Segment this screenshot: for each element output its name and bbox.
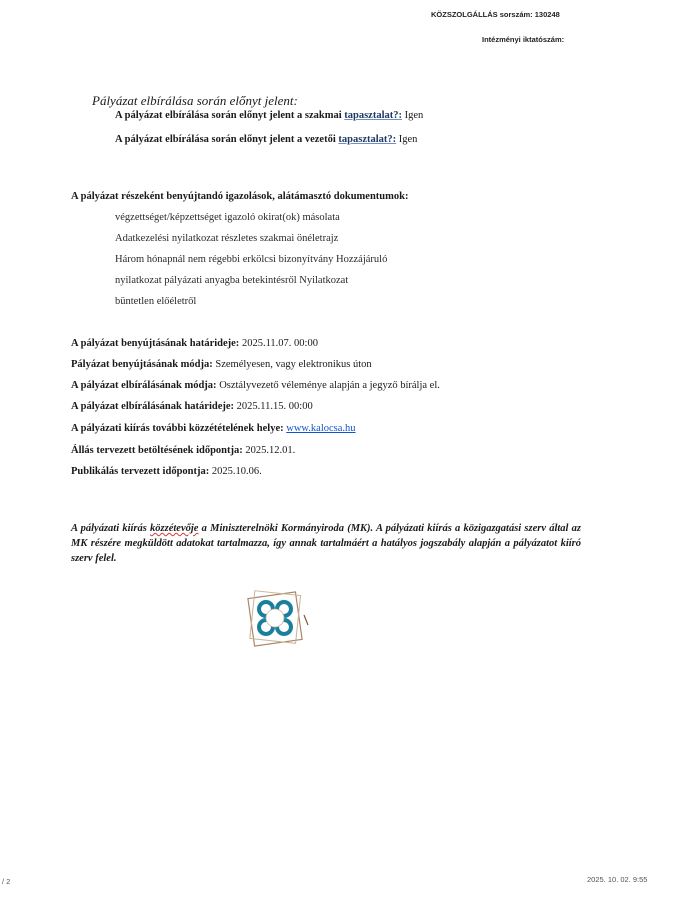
planned-fill-date-value: 2025.12.01.: [245, 445, 296, 456]
advantage-management-label: A pályázat elbírálása során előnyt jelent a vezetői: [115, 134, 336, 145]
evaluation-method: [71, 380, 440, 391]
document-item: büntetlen előéletről: [115, 296, 197, 307]
advantage-professional-value: Igen: [404, 110, 424, 121]
advantage-management-line: [115, 134, 417, 145]
document-item: végzettséget/képzettséget igazoló okirat(ok) másolata: [115, 212, 340, 223]
submission-method-label: Pályázat benyújtásának módja:: [71, 359, 213, 370]
advantage-professional-link[interactable]: tapasztalat?:: [344, 110, 402, 121]
disclaimer-part1: A pályázati kiírás: [71, 523, 151, 534]
planned-fill-date: [71, 445, 295, 456]
advantage-professional-label: A pályázat elbírálása során előnyt jelent a szakmai: [115, 110, 342, 121]
submission-deadline: [71, 338, 318, 349]
publication-place: [71, 423, 356, 434]
evaluation-method-label: A pályázat elbírálásának módja:: [71, 380, 217, 391]
submission-method-value: Személyesen, vagy elektronikus úton: [215, 359, 372, 370]
submission-deadline-value: 2025.11.07. 00:00: [241, 338, 318, 349]
advantage-management-link[interactable]: tapasztalat?:: [338, 134, 397, 145]
planned-publish-date-label: Publikálás tervezett időpontja:: [71, 466, 210, 477]
submission-deadline-label: A pályázat benyújtásának határideje:: [71, 338, 240, 349]
serial-number: KÖZSZOLGÁLLÁS sorszám: 130248: [431, 10, 560, 19]
advantage-management-value: Igen: [398, 134, 418, 145]
disclaimer-paragraph: [71, 521, 581, 566]
planned-fill-date-label: Állás tervezett betöltésének időpontja:: [71, 445, 243, 456]
advantage-professional-line: [115, 110, 423, 121]
planned-publish-date-value: 2025.10.06.: [211, 466, 262, 477]
evaluation-advantage-title: Pályázat elbírálása során előnyt jelent:: [92, 93, 298, 108]
submission-method: [71, 359, 372, 370]
documents-title: [71, 191, 408, 202]
evaluation-method-value: Osztályvezető véleménye alapján a jegyző bírálja el.: [219, 380, 440, 391]
planned-publish-date: [71, 466, 262, 477]
print-timestamp: 2025. 10. 02. 9:55: [587, 875, 648, 884]
document-item: Három hónapnál nem régebbi erkölcsi bizonyítvány Hozzájáruló: [115, 254, 388, 265]
publication-place-link[interactable]: www.kalocsa.hu: [286, 423, 356, 434]
emblem-logo: [246, 589, 310, 647]
disclaimer-spellcheck-word: közzétevője: [150, 523, 199, 534]
evaluation-deadline-label: A pályázat elbírálásának határideje:: [71, 401, 235, 412]
document-item: Adatkezelési nyilatkozat részletes szakmai önéletrajz: [115, 233, 339, 244]
evaluation-deadline-value: 2025.11.15. 00:00: [236, 401, 313, 412]
publication-place-label: A pályázati kiírás további közzétételének helye:: [71, 423, 284, 434]
institutional-ref: Intézményi iktatószám:: [482, 35, 565, 44]
page-indicator: / 2: [2, 877, 11, 886]
document-item: nyilatkozat pályázati anyagba betekintésről Nyilatkozat: [115, 275, 349, 286]
emblem-icon: [246, 589, 310, 647]
disclaimer-part2: a Miniszterelnöki Kormányiroda (MK). A pályázati kiírás a közigazgatási szerv által az MK részére megküldött adatokat tartalmazza, így annak tartalmáért a hatályos jogszabály alapján a pályázatot kiíró szerv felel.: [71, 523, 581, 564]
evaluation-deadline: [71, 401, 313, 412]
documents-title-text: A pályázat részeként benyújtandó igazolások, alátámasztó dokumentumok:: [71, 191, 409, 202]
